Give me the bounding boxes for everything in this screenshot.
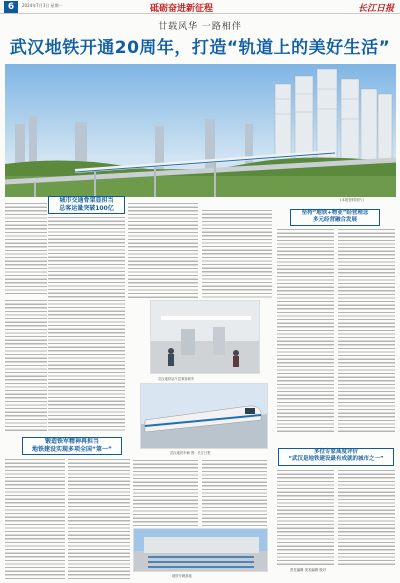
bottom-photo-caption: 地铁车辆基地 <box>172 574 192 578</box>
skyline-illustration <box>5 64 396 197</box>
box-title-left-top: 城市交通骨架显担当 总客运量突破100亿 <box>48 196 125 214</box>
body-text-left-1 <box>5 203 47 296</box>
page-number: 6 <box>4 1 18 13</box>
body-text-right-1 <box>277 229 334 434</box>
body-text-right-4 <box>338 470 395 565</box>
body-text-left-5 <box>68 459 130 579</box>
box-title-right-top: 坚持“地铁+物业”经营理念 多元经营融合发展 <box>290 209 380 226</box>
date-line: 2024年7月3日 星期一 <box>22 3 63 8</box>
center-photo-1-caption: 武汉地铁站厅层乘客候车 <box>158 377 195 381</box>
center-photo-1 <box>150 300 260 374</box>
body-text-left-4 <box>5 459 65 579</box>
headline: 武汉地铁开通20周年，打造“轨道上的美好生活” <box>9 38 391 58</box>
box-title-right-mid: 多位专家高度评价 “武汉是地铁建设最有成就的城市之一” <box>278 448 394 466</box>
kicker: 廿载风华 一路相伴 <box>158 22 242 32</box>
body-text-center-1 <box>128 203 198 300</box>
lead-photo <box>5 64 396 197</box>
body-text-center-4 <box>202 460 267 526</box>
section-title: 砥砺奋进新征程 <box>150 4 214 14</box>
body-text-right-2 <box>338 229 395 434</box>
body-text-center-2 <box>202 210 272 300</box>
body-text-left-2 <box>48 217 125 433</box>
box-title-left-mid: 锻造铁军精神再担当 地铁建设实现多项全国“第一” <box>22 437 122 455</box>
footer-proof: 校对 <box>319 568 327 572</box>
body-text-right-3 <box>277 470 334 565</box>
footer-editor: 责任编辑 <box>290 568 304 572</box>
footer-designer: 美术编辑 <box>304 568 319 572</box>
center-photo-2-caption: 武汉地铁车辆 图：长江日报 <box>170 451 211 455</box>
bottom-photo <box>133 528 268 572</box>
lead-photo-caption: (本报资料图片) <box>340 198 364 202</box>
body-text-left-3 <box>5 300 47 433</box>
paper-logo: 长江日报 <box>357 4 394 14</box>
center-photo-2 <box>140 383 268 449</box>
page-footer <box>290 568 326 572</box>
page-header <box>0 0 400 14</box>
body-text-center-3 <box>133 460 198 526</box>
